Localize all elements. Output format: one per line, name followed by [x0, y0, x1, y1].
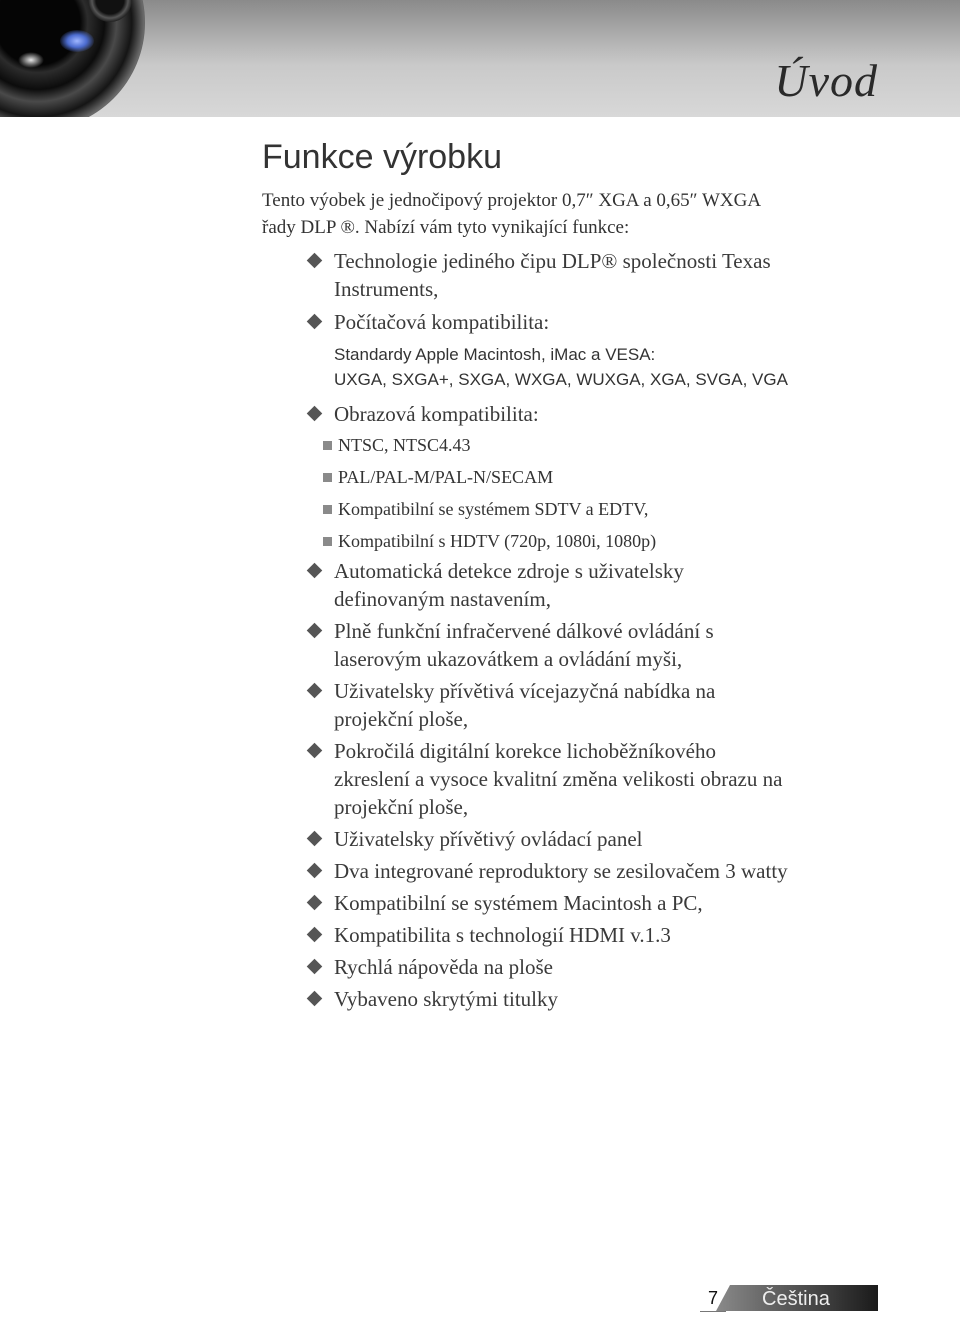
feature-list: [308, 247, 928, 1013]
intro-paragraph: [262, 187, 902, 241]
diamond-bullet-icon: [307, 991, 323, 1007]
feature-item: [308, 247, 928, 303]
feature-text: Uživatelsky přívětivý ovládací panel: [334, 827, 643, 851]
diamond-bullet-icon: [307, 623, 323, 639]
feature-item: [308, 737, 928, 821]
diamond-bullet-icon: [307, 959, 323, 975]
diamond-bullet-icon: [307, 895, 323, 911]
sub-feature-item: [308, 493, 928, 525]
feature-text: Dva integrované reproduktory se zesilovačem 3 watty: [334, 859, 788, 883]
feature-text: Technologie jediného čipu DLP® společnosti Texas: [334, 249, 771, 273]
feature-item: [308, 400, 928, 428]
diamond-bullet-icon: [307, 563, 323, 579]
feature-text: Automatická detekce zdroje s uživatelsky: [334, 559, 684, 583]
feature-text: Pokročilá digitální korekce lichoběžníkového: [334, 739, 716, 763]
square-bullet-icon: [323, 473, 332, 482]
sub-feature-item: [308, 461, 928, 493]
page-number: 7: [700, 1285, 726, 1312]
section-title: Úvod: [774, 55, 878, 106]
feature-item: [308, 985, 928, 1013]
sub-feature-text: NTSC, NTSC4.43: [338, 435, 471, 455]
feature-item: [308, 617, 928, 673]
feature-item: [308, 557, 928, 613]
feature-text: zkreslení a vysoce kvalitní změna velikosti obrazu na: [334, 767, 783, 791]
diamond-bullet-icon: [307, 314, 323, 330]
sub-feature-text: PAL/PAL-M/PAL-N/SECAM: [338, 467, 554, 487]
sub-feature-item: [308, 429, 928, 461]
feature-item: [308, 953, 928, 981]
feature-item: [308, 677, 928, 733]
intro-line: Tento výobek je jednočipový projektor 0,7″ XGA a 0,65″ WXGA: [262, 190, 762, 211]
feature-text: Obrazová kompatibilita:: [334, 402, 539, 426]
sub-feature-text: Kompatibilní s HDTV (720p, 1080i, 1080p): [338, 531, 657, 551]
intro-line: řady DLP ®. Nabízí vám tyto vynikající funkce:: [262, 217, 630, 238]
diamond-bullet-icon: [307, 683, 323, 699]
sub-feature-item: [308, 525, 928, 557]
feature-text: Rychlá nápověda na ploše: [334, 955, 554, 979]
feature-text: projekční ploše,: [334, 795, 469, 819]
feature-subtext-line: Standardy Apple Macintosh, iMac a VESA:: [334, 345, 656, 364]
square-bullet-icon: [323, 441, 332, 450]
feature-text: Instruments,: [334, 277, 439, 301]
feature-text: Kompatibilní se systémem Macintosh a PC,: [334, 891, 703, 915]
header-banner: [0, 0, 960, 117]
sub-feature-text: Kompatibilní se systémem SDTV a EDTV,: [338, 499, 649, 519]
feature-text: Kompatibilita s technologií HDMI v.1.3: [334, 923, 671, 947]
feature-text: Uživatelsky přívětivá vícejazyčná nabídka na: [334, 679, 716, 703]
page-title: Funkce výrobku: [262, 138, 502, 176]
diamond-bullet-icon: [307, 927, 323, 943]
square-bullet-icon: [323, 537, 332, 546]
lens-highlight: [18, 52, 44, 68]
diamond-bullet-icon: [307, 253, 323, 269]
lens-glint: [60, 30, 94, 52]
feature-text: Plně funkční infračervené dálkové ovládání s: [334, 619, 714, 643]
feature-item: [308, 308, 928, 336]
feature-text: definovaným nastavením,: [334, 587, 551, 611]
square-bullet-icon: [323, 505, 332, 514]
diamond-bullet-icon: [307, 743, 323, 759]
feature-text: Vybaveno skrytými titulky: [334, 987, 558, 1011]
footer-language: Čeština: [762, 1288, 830, 1310]
diamond-bullet-icon: [307, 863, 323, 879]
feature-item: [308, 889, 928, 917]
diamond-bullet-icon: [307, 406, 323, 422]
feature-item: [308, 857, 928, 885]
feature-text: laserovým ukazovátkem a ovládání myši,: [334, 647, 683, 671]
diamond-bullet-icon: [307, 831, 323, 847]
feature-subtext-line: UXGA, SXGA+, SXGA, WXGA, WUXGA, XGA, SVGA, VGA: [334, 370, 788, 389]
feature-subtext: [308, 342, 928, 392]
feature-text: Počítačová kompatibilita:: [334, 310, 550, 334]
feature-text: projekční ploše,: [334, 707, 469, 731]
feature-item: [308, 921, 928, 949]
feature-item: [308, 825, 928, 853]
